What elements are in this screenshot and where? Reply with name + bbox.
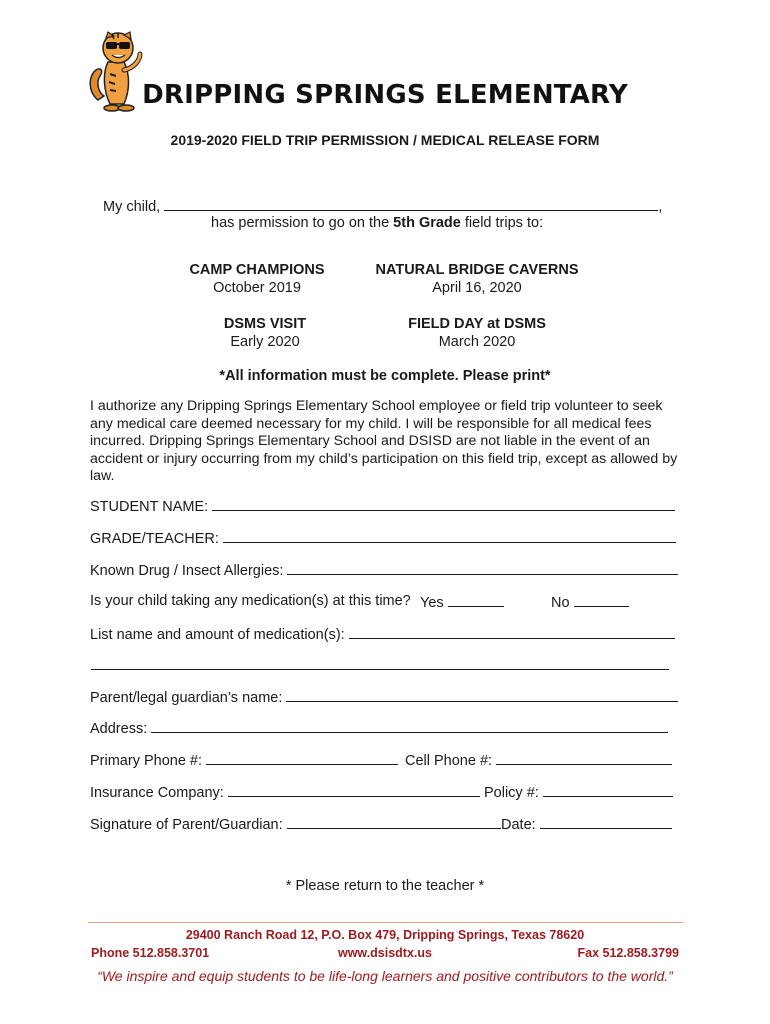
return-note: * Please return to the teacher * [285,878,485,894]
authorization-paragraph: I authorize any Dripping Springs Elementary School employee or field trip volunteer to seek any medical care deemed necessary for my child. I will be responsible for all medical fees incurred. Dripping Springs Elementary School and DSISD are not liable in the event of an accident or injury occurring from my child’s participation on this field trip, except as allowed by law. [90,398,678,484]
school-motto: “We inspire and equip students to be life-long learners and positive contributors to the world.” [97,968,673,984]
medication-question-row [90,593,411,609]
yes-field[interactable] [448,593,504,607]
policy-label: Policy #: [484,785,539,801]
trip-date: Early 2020 [230,334,300,350]
trip-date: April 16, 2020 [432,280,522,296]
trip-4 [362,316,592,350]
signature-label: Signature of Parent/Guardian: [90,817,283,833]
insurance-field[interactable] [228,783,480,797]
guardian-name-label: Parent/legal guardian’s name: [90,690,283,706]
trip-name: NATURAL BRIDGE CAVERNS [375,262,579,278]
insurance-label: Insurance Company: [90,785,224,801]
permission-pre: has permission to go on the [211,215,394,231]
no-label: No [551,595,570,611]
no-field[interactable] [574,593,629,607]
medication-list-field[interactable] [349,625,675,639]
address-field[interactable] [151,719,668,733]
grade-level: 5th Grade [393,215,461,231]
cell-phone-field[interactable] [496,751,672,765]
student-name-field[interactable] [212,497,675,511]
child-name-field[interactable] [164,197,658,211]
student-name-label: STUDENT NAME: [90,499,209,515]
cell-phone-row [405,751,672,769]
insurance-row [90,783,480,801]
medication-no [551,593,629,611]
student-name-row [90,497,675,515]
complete-notice: *All information must be complete. Please print* [219,368,551,384]
allergies-label: Known Drug / Insect Allergies: [90,563,284,579]
address-row [90,719,668,737]
trip-name: DSMS VISIT [223,316,307,332]
grade-teacher-field[interactable] [223,529,676,543]
allergies-field[interactable] [287,561,678,575]
medication-list-row [90,625,675,643]
footer-website[interactable]: www.dsisdtx.us [337,946,432,960]
trip-3 [150,316,380,350]
date-row [501,815,672,833]
primary-phone-label: Primary Phone #: [90,753,203,769]
cell-phone-label: Cell Phone #: [405,753,493,769]
my-child-line [103,197,662,215]
form-title: 2019-2020 FIELD TRIP PERMISSION / MEDICAL RELEASE FORM [170,132,600,148]
date-field[interactable] [540,815,672,829]
primary-phone-field[interactable] [206,751,398,765]
trip-name: CAMP CHAMPIONS [189,262,325,278]
policy-row [484,783,673,801]
comma: , [658,199,663,215]
policy-field[interactable] [543,783,673,797]
footer-phone: Phone 512.858.3701 [91,946,210,960]
signature-field[interactable] [287,815,501,829]
medication-yes [420,593,504,611]
allergies-row [90,561,678,579]
grade-teacher-row [90,529,676,547]
medication-question-label: Is your child taking any medication(s) at this time? [90,593,411,609]
trip-2 [362,262,592,296]
guardian-name-field[interactable] [286,688,678,702]
permission-post: field trips to: [460,215,544,231]
date-label: Date: [501,817,536,833]
my-child-label: My child, [103,199,161,215]
trip-date: March 2020 [438,334,516,350]
school-title: DRIPPING SPRINGS ELEMENTARY [142,80,628,110]
trip-name: FIELD DAY at DSMS [408,316,546,332]
footer-divider [88,922,683,923]
address-label: Address: [90,721,148,737]
medication-list-label: List name and amount of medication(s): [90,627,345,643]
yes-label: Yes [420,595,444,611]
primary-phone-row [90,751,398,769]
trip-date: October 2019 [213,280,301,296]
footer-fax: Fax 512.858.3799 [577,946,679,960]
guardian-name-row [90,688,678,706]
medication-list-extra-line[interactable] [91,669,669,670]
permission-line [211,215,543,231]
signature-row [90,815,501,833]
grade-teacher-label: GRADE/TEACHER: [90,531,219,547]
trip-1 [142,262,372,296]
footer-address: 29400 Ranch Road 12, P.O. Box 479, Dripping Springs, Texas 78620 [185,928,585,942]
